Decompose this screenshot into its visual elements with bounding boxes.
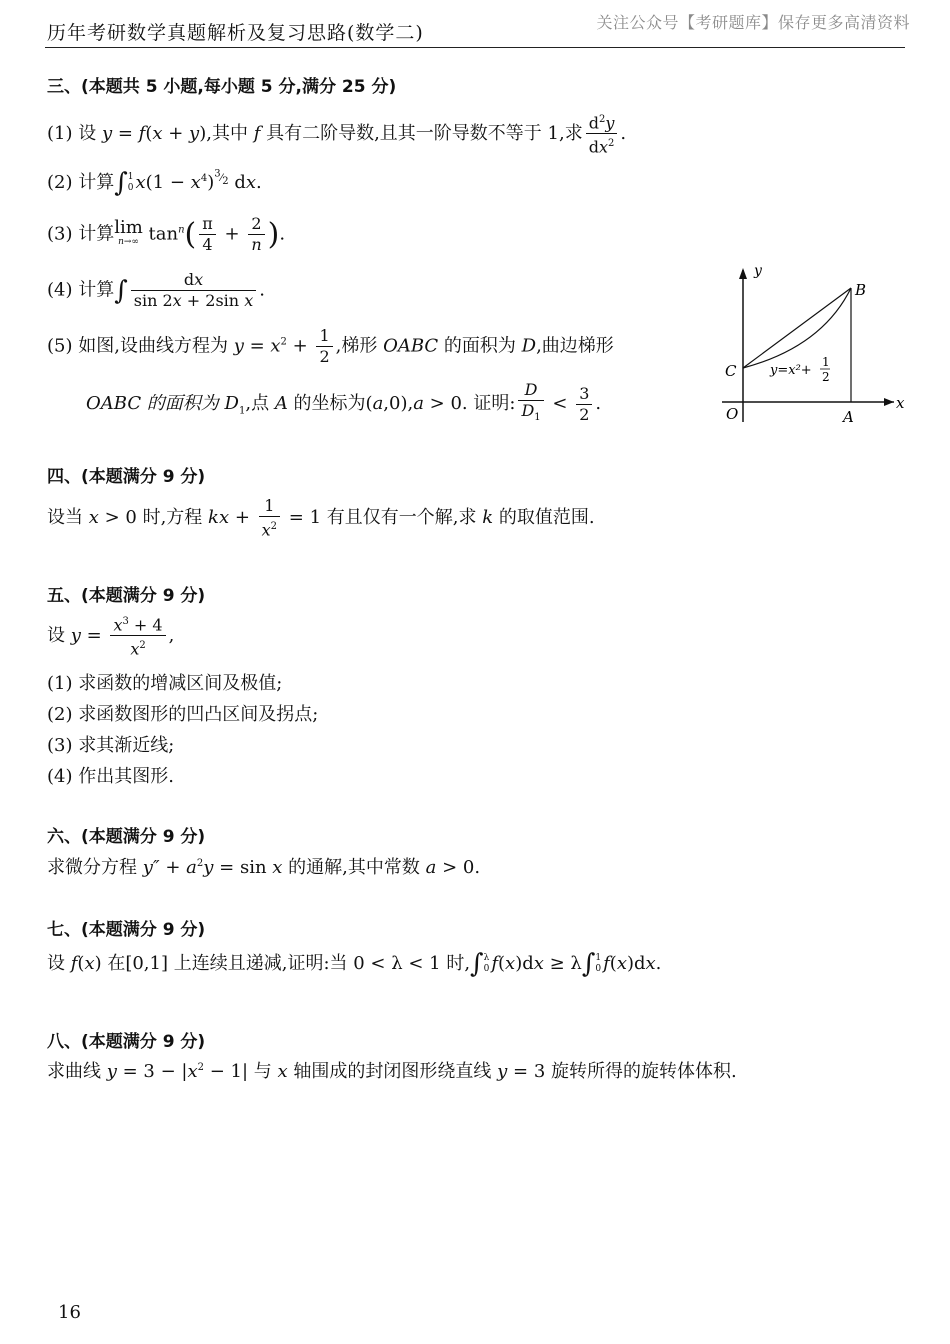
problem-3-2: (2) 计算∫1 0 $x(1 - x^4)^{^3⁄_2}$ dx. (47, 168, 262, 198)
problem-7: 设 f(x) 在[0,1] 上连续且递减,证明:当 0 < λ < 1 时,∫λ 0 f(x)dx ≥ λ∫1 0 f(x)dx. (47, 949, 662, 979)
fig-label-x: x (896, 394, 905, 412)
fig-label-y: y (754, 263, 762, 279)
problem-5-stem: 设 y = $\frac{x^3 + 4}{x^2}$ , (47, 612, 174, 660)
fig-label-b: B (855, 281, 867, 299)
fig-label-o: O (726, 405, 739, 423)
problem-3-2-label: (2) 计算 (47, 172, 115, 193)
problem-3-1-label: (1) 设 (47, 122, 97, 144)
problem-3-5b-label: OABC 的面积为 (86, 393, 219, 415)
problem-5-q4: (4) 作出其图形. (47, 766, 174, 787)
watermark-text: 关注公众号【考研题库】保存更多高清资料 (596, 13, 910, 32)
section-7-title: 七、(本题满分 9 分) (47, 920, 206, 940)
x-axis-arrow-icon (884, 398, 894, 406)
problem-3-5: (5) 如图,设曲线方程为 $y = x^2$ + $\frac{1}{2}$ ,梯形 OABC 的面积为 D,曲边梯形 (47, 326, 614, 366)
problem-5-q1: (1) 求函数的增减区间及极值; (47, 673, 283, 694)
problem-3-4-label: (4) 计算 (47, 279, 115, 301)
fig-label-c: C (725, 362, 737, 380)
section-5-title: 五、(本题满分 9 分) (47, 586, 206, 606)
problem-5-q2: (2) 求函数图形的凹凸区间及拐点; (47, 704, 319, 725)
problem-3-5-label: (5) 如图,设曲线方程为 (47, 335, 228, 357)
y-axis-arrow-icon (739, 268, 747, 279)
problem-3-3-label: (3) 计算 (47, 223, 115, 245)
running-header-title: 历年考研数学真题解析及复习思路(数学二) (47, 22, 424, 44)
section-6-title: 六、(本题满分 9 分) (47, 827, 206, 847)
header-rule (45, 47, 905, 48)
svg-text:2: 2 (822, 370, 830, 384)
problem-8: 求曲线 $y = 3 - |x^2 - 1|$ 与 x 轴围成的封闭图形绕直线 y = 3 旋转所得的旋转体体积. (47, 1061, 737, 1082)
problem-3-3: (3) 计算lim n→∞ $\tan^n$( $\frac{\pi}{4}$ + $\frac{2}{n}$ ). (47, 214, 286, 254)
trapezoid-figure (712, 262, 912, 432)
section-3-title: 三、(本题共 5 小题,每小题 5 分,满分 25 分) (47, 77, 397, 97)
fig-curve-label: y=x²+ (770, 363, 812, 378)
problem-3-5-cont: OABC 的面积为 $D_1$,点 A 的坐标为(a,0),a > 0. 证明: $\frac{D}{D_1}$ < $\frac{3}{2}$ . (86, 380, 602, 424)
problem-5-q3: (3) 求其渐近线; (47, 735, 175, 756)
problem-3-4: (4) 计算∫ $\frac{dx}{\text{sin 2x + 2sin x}}$ . (47, 270, 265, 310)
chord-cb (743, 288, 851, 368)
problem-3-1: (1) 设 y = f(x + y),其中 f 具有二阶导数,且其一阶导数不等于 1,求 $\frac{d^2y}{dx^2}$ . (47, 110, 626, 158)
problem-6: 求微分方程 $y'' + a^2y = \sin x$ 的通解,其中常数 a > 0. (47, 857, 481, 878)
problem-4: 设当 x > 0 时,方程 kx + $\frac{1}{x^2}$ = 1 有且仅有一个解,求 k 的取值范围. (47, 496, 595, 540)
section-4-title: 四、(本题满分 9 分) (47, 467, 206, 487)
section-8-title: 八、(本题满分 9 分) (47, 1032, 206, 1052)
svg-text:1: 1 (822, 355, 830, 369)
fig-label-a: A (843, 408, 854, 426)
page-number: 16 (58, 1302, 81, 1323)
